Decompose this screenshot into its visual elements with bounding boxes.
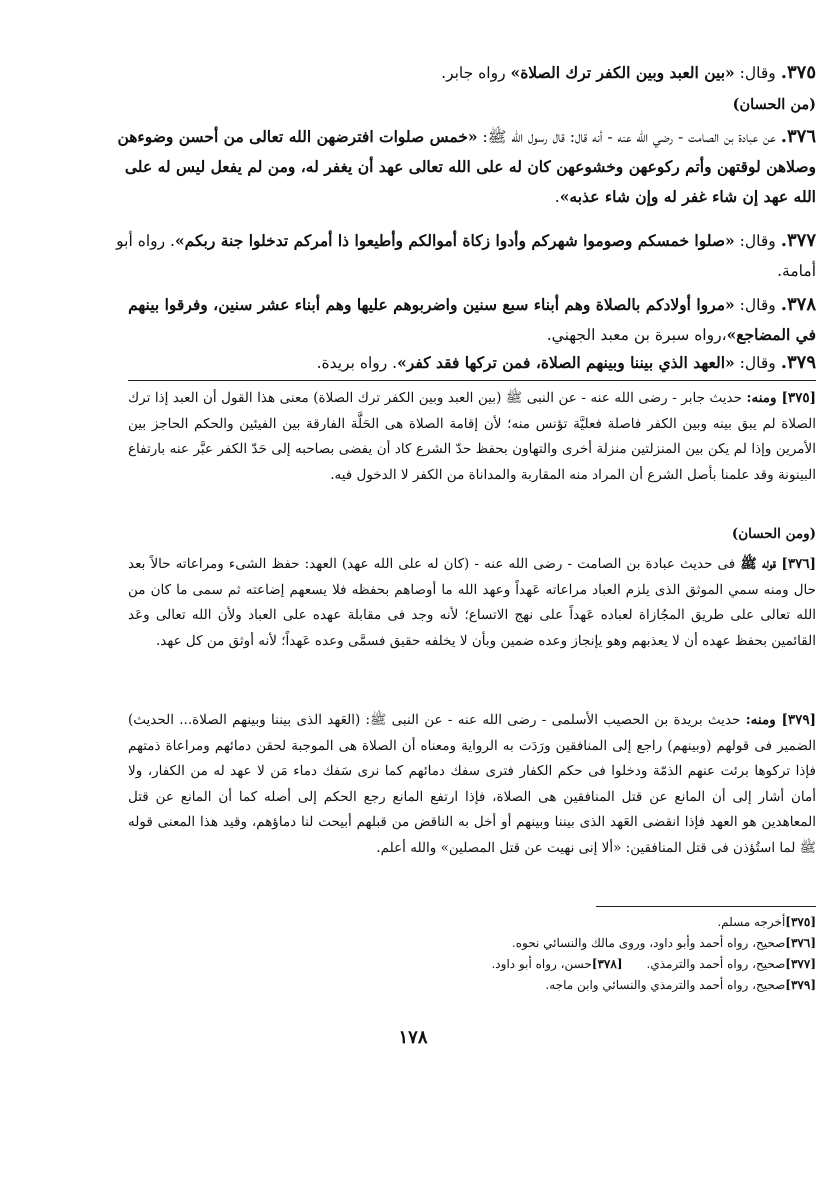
hadith-quote: «مروا أولادكم بالصلاة وهم أبناء سبع سنين واضربوهم عليها وهم أبناء عشر سنين، وفرقوا بينهم في المضاجع»: [128, 295, 816, 344]
section-label: (من الحسان): [732, 96, 816, 113]
hadith-intro: وقال:: [739, 354, 776, 372]
hadith-number: ٣٧٥.: [780, 62, 816, 83]
section-label: (ومن الحسان): [731, 526, 816, 542]
hadith-number: ٣٧٨.: [780, 294, 816, 315]
footnote-item: [300, 954, 816, 975]
footnote-text: صحيح، رواه أحمد والترمذي.: [646, 957, 786, 971]
hadith-quote: «بين العبد وبين الكفر ترك الصلاة»: [510, 63, 735, 82]
hadith-376: [114, 122, 816, 212]
footnote-item: [300, 912, 816, 933]
footnote-item: [300, 933, 816, 954]
hadith-quote: «العهد الذي بيننا وبينهم الصلاة، فمن تركها فقد كفر»: [397, 353, 735, 372]
commentary-376: [128, 552, 816, 654]
hadith-quote: «صلوا خمسكم وصوموا شهركم وأدوا زكاة أموالكم وأطيعوا ذا أمركم تدخلوا جنة ربكم»: [174, 231, 735, 250]
footnote-text: أخرجه مسلم.: [717, 915, 786, 929]
hadith-intro: وقال:: [739, 64, 776, 82]
footnote-number: [٣٧٦]: [785, 936, 816, 950]
commentary-text: حديث بريدة بن الحصيب الأسلمى - رضى الله عنه - عن النبى ﷺ: (العَهد الذى بيننا وبينهم الصلاة... الحديث) الضمير فى قولهم (وبينهم) راجع إلى المنافقين ورَدَت به الرواية ومعناه أن الصلاة هى الموجبة لحقن دمائهم ومراعاة ذمتهم فإذا تركوها برئت عنهم الذمّة ودخلوا فى حكم الكفار فترى سفك دمائهم كما نرى سَفك دماء مَن لا عهد له من الكفار، ولا أمان أشار إلى أن المانع عن قتل المنافقين هى الصلاة، فإذا ارتفع المانع رجع الحكم إلى أصله كما أن المانع عن قتل المعاهدين هو العهد فإذا انقضى العَهد الذى بيننا وبينهم أو أخل به الناقض من قبلهم أبيحت لنا دماؤهم، وقيد هذا المعنى قوله ﷺ لما استُؤذن فى قتل المنافقين: «ألا إنى نهيت عن قتل المصلين» والله أعلم.: [128, 712, 816, 856]
hadith-narrator: ،رواه سبرة بن معبد الجهني.: [546, 326, 727, 344]
footnote-text: صحيح، رواه أحمد والترمذي والنسائي وابن ماجه.: [545, 978, 786, 992]
commentary-text: حديث جابر - رضى الله عنه - عن النبى ﷺ (بين العبد وبين الكفر ترك الصلاة) معنى هذا القول أن العبد إذا ترك الصلاة لم يبق بينه وبين الكفر فاصلة فعليَّة تؤنس منه؛ لأن إقامة الصلاة هى الحَلَّة الفارقة بين الفيئين والحكم الحاجز بين الأمرين وإذا لم يكن بين المنزلتين منزلة أخرى والتهاون بحفظ حدّ الشرع كاد أن يفضى بصاحبه إلى حَدّ الكفر عبَّر عنه بارتفاع البينونة وقد علمنا بأصل الشرع أن المراد منه المقاربة والمداناة من الكفر لا الدخول فيه.: [128, 390, 816, 483]
hadith-quote: «خمس صلوات افترضهن الله تعالى من أحسن وضوءهن وصلاهن لوقتهن وأتم ركوعهن وخشوعهن كان له على الله تعالى عهد أن يغفر له، ومن لم يفعل ليس له على الله عهد إن شاء غفر له وإن شاء عذبه»: [117, 127, 816, 206]
footnote-number: [٣٧٩]: [785, 978, 816, 992]
footnote-item: [300, 975, 816, 996]
commentary-label: [٣٧٩] ومنه:: [745, 712, 816, 728]
hadith-number: ٣٧٧.: [780, 230, 816, 251]
hadith-intro: وقال:: [739, 296, 776, 314]
page-number: ١٧٨: [398, 1027, 428, 1048]
hadith-end: .: [554, 188, 560, 206]
hadith-375: [150, 58, 816, 88]
commentary-text: فى حديث عبادة بن الصامت - رضى الله عنه - (كان له على الله عهد) العهد: حفظ الشىء ومراعاته حالاً بعد حال ومنه سمي الموثق الذى يلزم العباد مراعاته عَهداً وعهد الله ما أوصاهم بحفظه فلا يسعهم إضاعته ثم سمى ما كان من الله تعالى على طريق المجُازاة لعباده عَهداً على نهج الاتساع؛ لأنه وجد فى مقابلة عهده على العباد ولأن الله تعالى وعَد القائمين بحفظ عهده أن لا يعذبهم وهو يإنجاز وعده ضمين وبأن لا يخلفه حقيق فسمَّى وعده عَهداً؛ لأنه أوثق من كل عهد.: [128, 556, 816, 649]
commentary-379: [128, 708, 816, 861]
section-heading-hasan: [150, 90, 816, 120]
footnote-text: صحيح، رواه أحمد وأبو داود، وروى مالك والنسائي نحوه.: [511, 936, 786, 950]
commentary-section-heading: [128, 522, 816, 548]
section-divider: [128, 380, 816, 381]
footnote-text: حسن، رواه أبو داود.: [491, 957, 592, 971]
footnote-number: [٣٧٧]: [785, 957, 816, 971]
hadith-narrator: رواه جابر.: [441, 64, 506, 82]
footnotes: [300, 912, 816, 996]
hadith-number: ٣٧٩.: [780, 352, 816, 373]
hadith-379: [150, 348, 816, 378]
hadith-narrator: . رواه أبو أمامة.: [116, 232, 816, 280]
footnote-number: [٣٧٨]: [591, 957, 623, 971]
commentary-label: [٣٧٦] قوله ﷺ: [740, 556, 816, 572]
footnote-number: [٣٧٥]: [785, 915, 816, 929]
hadith-intro: وقال:: [739, 232, 776, 250]
footnote-divider: [596, 906, 816, 907]
hadith-377: [114, 226, 816, 286]
hadith-number: ٣٧٦.: [780, 126, 816, 147]
hadith-378: [114, 290, 816, 350]
commentary-375: [128, 386, 816, 488]
hadith-intro: عن عبادة بن الصامت - رضي الله عنه - أنه قال: قال رسول الله ﷺ:: [482, 128, 776, 146]
commentary-label: [٣٧٥] ومنه:: [746, 390, 816, 406]
hadith-narrator: . رواه بريدة.: [316, 354, 398, 372]
